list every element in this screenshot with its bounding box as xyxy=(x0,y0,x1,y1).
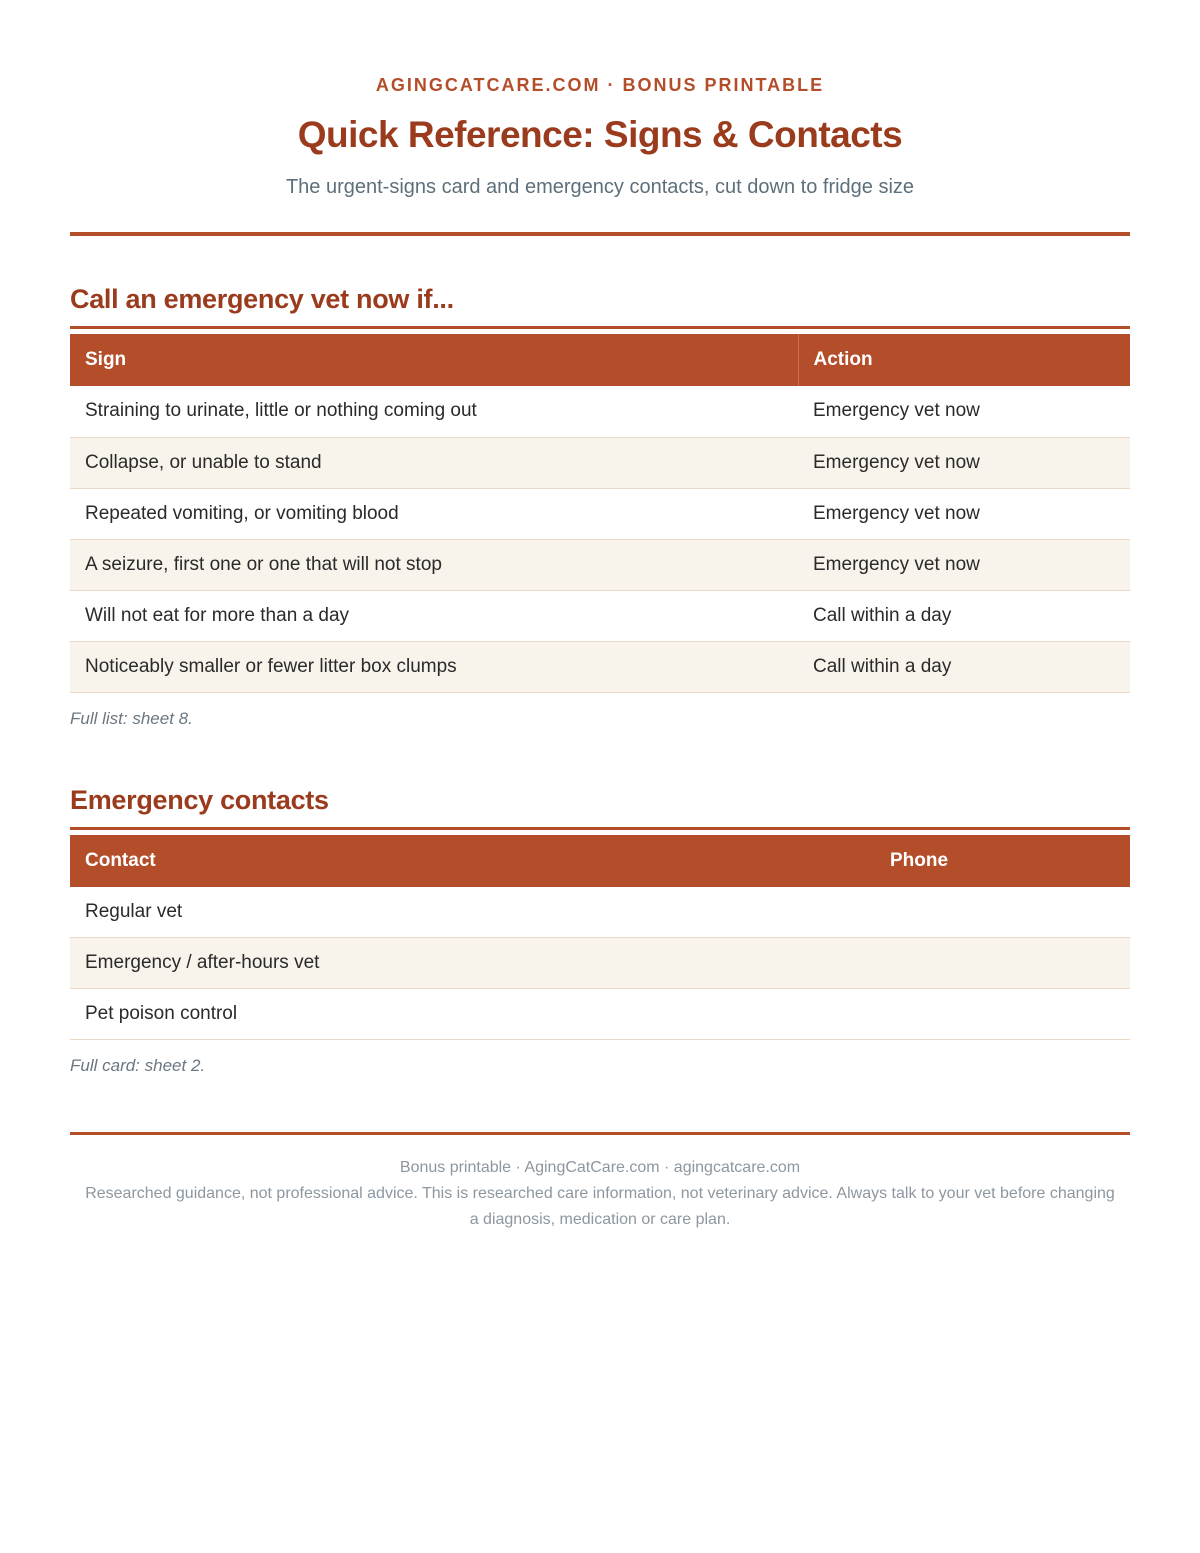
sign-cell: Will not eat for more than a day xyxy=(70,590,798,641)
contact-cell: Emergency / after-hours vet xyxy=(70,938,875,989)
table-row xyxy=(70,437,1130,488)
footer-divider xyxy=(70,1132,1130,1135)
table-row xyxy=(70,488,1130,539)
signs-section-title: Call an emergency vet now if... xyxy=(70,284,454,314)
contact-cell: Pet poison control xyxy=(70,989,875,1040)
phone-cell xyxy=(875,989,1130,1040)
signs-note: Full list: sheet 8. xyxy=(70,708,193,728)
action-cell: Call within a day xyxy=(798,641,1130,692)
header-divider xyxy=(70,232,1130,236)
phone-cell xyxy=(875,887,1130,938)
contacts-note: Full card: sheet 2. xyxy=(70,1056,206,1075)
page-footer xyxy=(70,1155,1130,1233)
action-cell: Emergency vet now xyxy=(798,386,1130,437)
table-row xyxy=(70,887,1130,938)
page-title: Quick Reference: Signs & Contacts xyxy=(297,114,903,155)
footer-disclaimer: Researched guidance, not professional advice. This is researched care information, not veterinary advice. Always talk to your vet before changing a diagnosis, medication or care plan. xyxy=(85,1185,1115,1228)
signs-table xyxy=(70,334,1130,693)
action-cell: Call within a day xyxy=(798,590,1130,641)
contacts-section-title: Emergency contacts xyxy=(70,784,329,815)
table-row xyxy=(70,641,1130,692)
contacts-divider xyxy=(70,827,1130,830)
signs-column-header-sign: Sign xyxy=(70,334,798,386)
table-row xyxy=(70,386,1130,437)
contacts-column-header-phone: Phone xyxy=(875,835,1130,887)
contacts-column-header-contact: Contact xyxy=(70,835,875,887)
sign-cell: Collapse, or unable to stand xyxy=(70,437,798,488)
signs-section xyxy=(70,282,1130,729)
action-cell: Emergency vet now xyxy=(798,437,1130,488)
sign-cell: Noticeably smaller or fewer litter box clumps xyxy=(70,641,798,692)
sign-cell: Repeated vomiting, or vomiting blood xyxy=(70,488,798,539)
table-row xyxy=(70,539,1130,590)
action-cell: Emergency vet now xyxy=(798,488,1130,539)
action-cell: Emergency vet now xyxy=(798,539,1130,590)
contacts-section xyxy=(70,783,1130,1077)
phone-cell xyxy=(875,938,1130,989)
signs-divider xyxy=(70,326,1130,329)
footer-source-line: Bonus printable · AgingCatCare.com · agingcatcare.com xyxy=(399,1159,801,1176)
signs-table-header-row xyxy=(70,334,1130,386)
table-row xyxy=(70,938,1130,989)
contacts-table xyxy=(70,835,1130,1041)
contacts-table-header-row xyxy=(70,835,1130,887)
signs-column-header-action: Action xyxy=(798,334,1130,386)
eyebrow-label: AGINGCATCARE.COM · BONUS PRINTABLE xyxy=(375,75,825,95)
page-subtitle: The urgent-signs card and emergency contacts, cut down to fridge size xyxy=(285,176,915,198)
sign-cell: A seizure, first one or one that will not stop xyxy=(70,539,798,590)
sign-cell: Straining to urinate, little or nothing coming out xyxy=(70,386,798,437)
table-row xyxy=(70,989,1130,1040)
contact-cell: Regular vet xyxy=(70,887,875,938)
table-row xyxy=(70,590,1130,641)
